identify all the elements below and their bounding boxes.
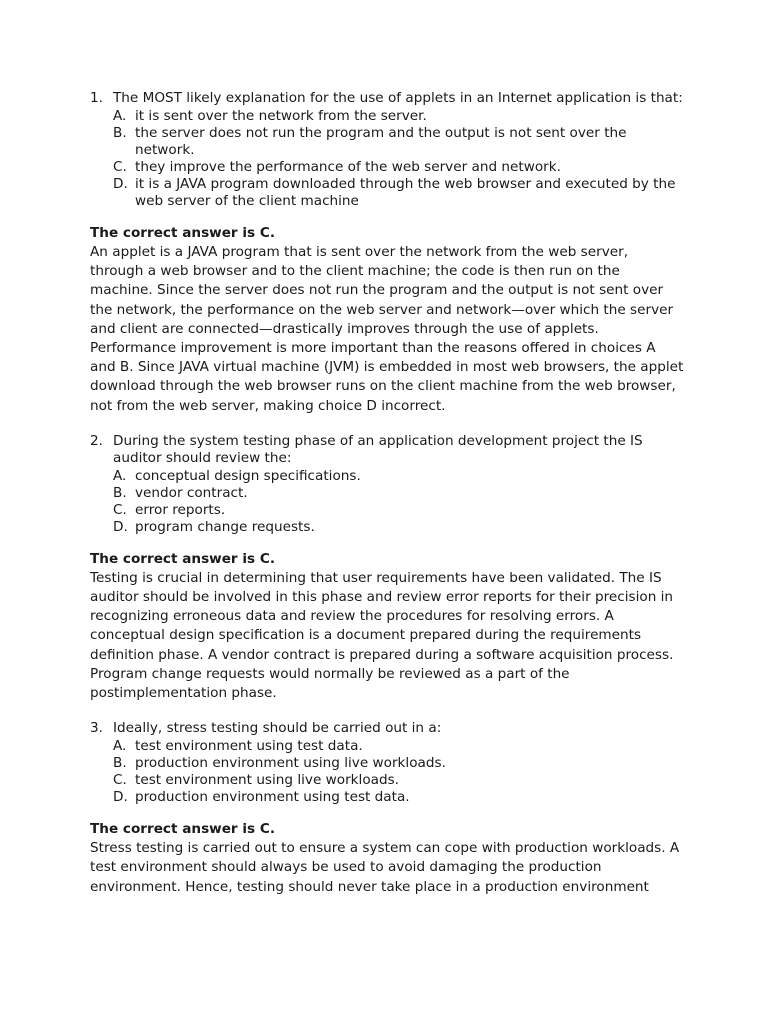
- option-letter: A.: [113, 467, 127, 484]
- answer-options: [113, 108, 685, 210]
- spacer: [90, 703, 685, 720]
- document-page: [90, 90, 685, 897]
- question-stem: [90, 433, 685, 467]
- option-d: [113, 176, 685, 210]
- option-letter: D.: [113, 789, 128, 806]
- answer-heading: The correct answer is C.: [90, 821, 275, 838]
- option-text: conceptual design specifications.: [135, 467, 361, 484]
- option-letter: D.: [113, 518, 128, 535]
- option-letter: B.: [113, 125, 127, 141]
- option-c: [113, 772, 685, 789]
- option-text: test environment using live workloads.: [135, 772, 399, 789]
- option-text: program change requests.: [135, 518, 315, 535]
- answer-options: [113, 468, 685, 536]
- question-3: [90, 720, 685, 897]
- option-text: test environment using test data.: [135, 738, 363, 755]
- answer-options: [113, 738, 685, 806]
- answer-heading: The correct answer is C.: [90, 550, 275, 567]
- option-letter: C.: [113, 159, 127, 175]
- option-b: [113, 125, 685, 159]
- answer-heading: The correct answer is C.: [90, 225, 275, 241]
- option-d: [113, 519, 685, 536]
- question-number: 3.: [90, 720, 103, 737]
- option-letter: D.: [113, 176, 128, 192]
- answer-explanation: Testing is crucial in determining that user requirements have been validated. The IS auditor should be involved in this phase and review error reports for their precision in recognizing erroneous data and review the procedures for resolving errors. A conceptual design specification is a document prepared during the requirements definition phase. A vendor contract is prepared during a software acquisition process. Program change requests would normally be reviewed as a part of the postimplementation phase.: [90, 569, 674, 702]
- question-number: 2.: [90, 432, 103, 449]
- option-text: error reports.: [135, 501, 226, 518]
- option-text: production environment using test data.: [135, 789, 410, 806]
- option-a: [113, 468, 685, 485]
- option-text: it is a JAVA program downloaded through the web browser and executed by the web server of the client machine: [135, 176, 676, 209]
- option-letter: A.: [113, 108, 127, 124]
- question-text: During the system testing phase of an application development project the IS auditor should review the:: [113, 432, 643, 466]
- answer-explanation: Stress testing is carried out to ensure a system can cope with production workloads. A test environment should always be used to avoid damaging the production environment. Hence, testing should never take place in a production environment: [90, 840, 680, 895]
- answer-explanation: An applet is a JAVA program that is sent over the network from the web server, through a web browser and to the client machine; the code is then run on the machine. Since the server does not run the program and the output is not sent over the network, the performance on the web server and network—over which the server and client are connected—drastically improves through the use of applets. Performance improvement is more important than the reasons offered in choices A and B. Since JAVA virtual machine (JVM) is embedded in most web browsers, the applet download through the web browser runs on the client machine from the web browser, not from the web server, making choice D incorrect.: [90, 244, 684, 414]
- question-stem: [90, 90, 685, 107]
- option-text: production environment using live workloads.: [135, 755, 446, 772]
- option-letter: B.: [113, 755, 127, 772]
- option-c: [113, 159, 685, 176]
- question-2: [90, 433, 685, 703]
- option-text: vendor contract.: [135, 484, 248, 501]
- question-number: 1.: [90, 90, 103, 106]
- option-letter: C.: [113, 501, 127, 518]
- spacer: [90, 416, 685, 433]
- option-text: it is sent over the network from the server.: [135, 108, 427, 124]
- option-a: [113, 108, 685, 125]
- question-text: The MOST likely explanation for the use of applets in an Internet application is that:: [113, 90, 683, 106]
- option-text: the server does not run the program and the output is not sent over the network.: [135, 125, 627, 158]
- question-text: Ideally, stress testing should be carried out in a:: [113, 720, 442, 737]
- option-letter: A.: [113, 738, 127, 755]
- option-letter: B.: [113, 484, 127, 501]
- option-c: [113, 502, 685, 519]
- option-text: they improve the performance of the web server and network.: [135, 159, 561, 175]
- option-a: [113, 738, 685, 755]
- question-stem: [90, 720, 685, 737]
- option-letter: C.: [113, 772, 127, 789]
- option-d: [113, 789, 685, 806]
- option-b: [113, 755, 685, 772]
- option-b: [113, 485, 685, 502]
- question-1: [90, 90, 685, 416]
